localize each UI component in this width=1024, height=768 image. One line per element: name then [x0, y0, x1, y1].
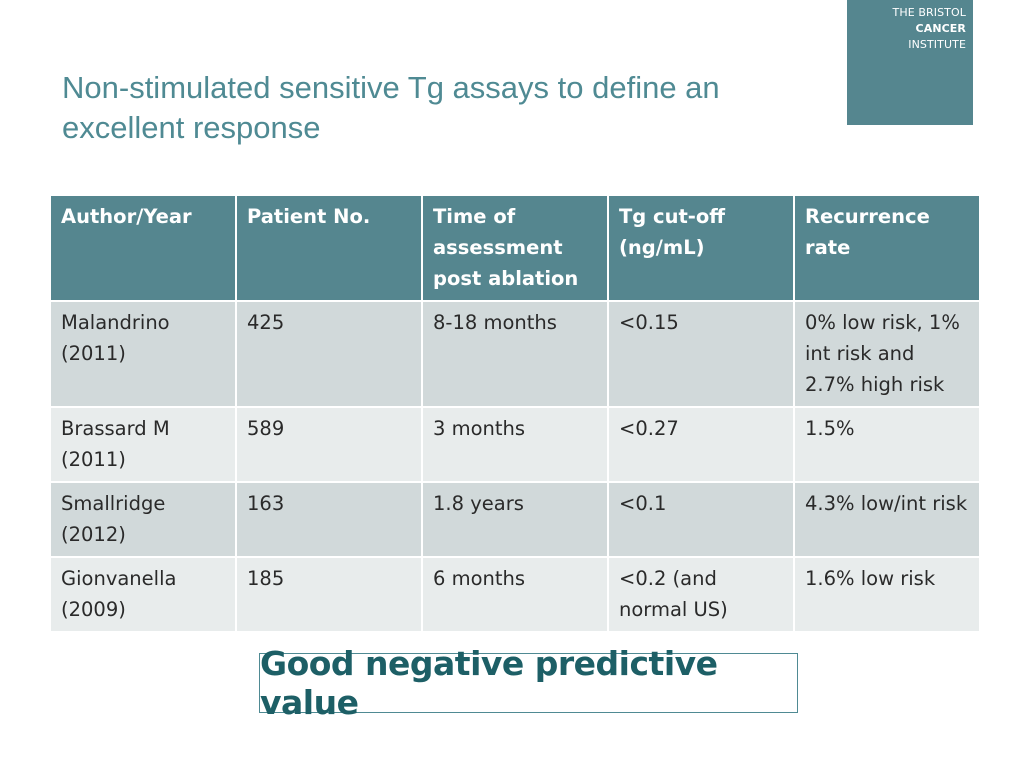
cell-author-year: Smallridge (2012): [51, 483, 235, 556]
cell-recurrence-rate: 1.6% low risk: [795, 558, 979, 631]
header-patient-no: Patient No.: [237, 196, 421, 300]
table-row: [51, 408, 979, 481]
cell-recurrence-rate: 1.5%: [795, 408, 979, 481]
table-row: [51, 302, 979, 406]
logo-line-3: INSTITUTE: [908, 38, 966, 51]
cell-tg-cutoff: <0.15: [609, 302, 793, 406]
cell-author-year: Brassard M (2011): [51, 408, 235, 481]
cell-author-year: Malandrino (2011): [51, 302, 235, 406]
cell-time-of-assessment: 8-18 months: [423, 302, 607, 406]
logo-line-1: THE BRISTOL: [892, 6, 966, 19]
summary-callout: Good negative predictive value: [259, 653, 798, 713]
logo-line-2: CANCER: [915, 22, 966, 35]
header-author-year: Author/Year: [51, 196, 235, 300]
cell-tg-cutoff: <0.27: [609, 408, 793, 481]
table-row: [51, 483, 979, 556]
cell-recurrence-rate: 0% low risk, 1% int risk and 2.7% high risk: [795, 302, 979, 406]
cell-patient-no: 589: [237, 408, 421, 481]
cell-time-of-assessment: 1.8 years: [423, 483, 607, 556]
cell-tg-cutoff: <0.2 (and normal US): [609, 558, 793, 631]
header-recurrence-rate: Recurrence rate: [795, 196, 979, 300]
studies-table-container: [51, 196, 973, 631]
table-header-row: [51, 196, 979, 300]
institute-logo: [847, 0, 973, 125]
cell-time-of-assessment: 6 months: [423, 558, 607, 631]
cell-recurrence-rate: 4.3% low/int risk: [795, 483, 979, 556]
studies-table: [49, 194, 981, 633]
cell-tg-cutoff: <0.1: [609, 483, 793, 556]
slide-title: Non-stimulated sensitive Tg assays to define an excellent response: [62, 70, 720, 145]
header-tg-cutoff: Tg cut-off (ng/mL): [609, 196, 793, 300]
header-time-of-assessment: Time of assessment post ablation: [423, 196, 607, 300]
cell-patient-no: 163: [237, 483, 421, 556]
cell-time-of-assessment: 3 months: [423, 408, 607, 481]
cell-author-year: Gionvanella (2009): [51, 558, 235, 631]
cell-patient-no: 185: [237, 558, 421, 631]
cell-patient-no: 425: [237, 302, 421, 406]
table-row: [51, 558, 979, 631]
